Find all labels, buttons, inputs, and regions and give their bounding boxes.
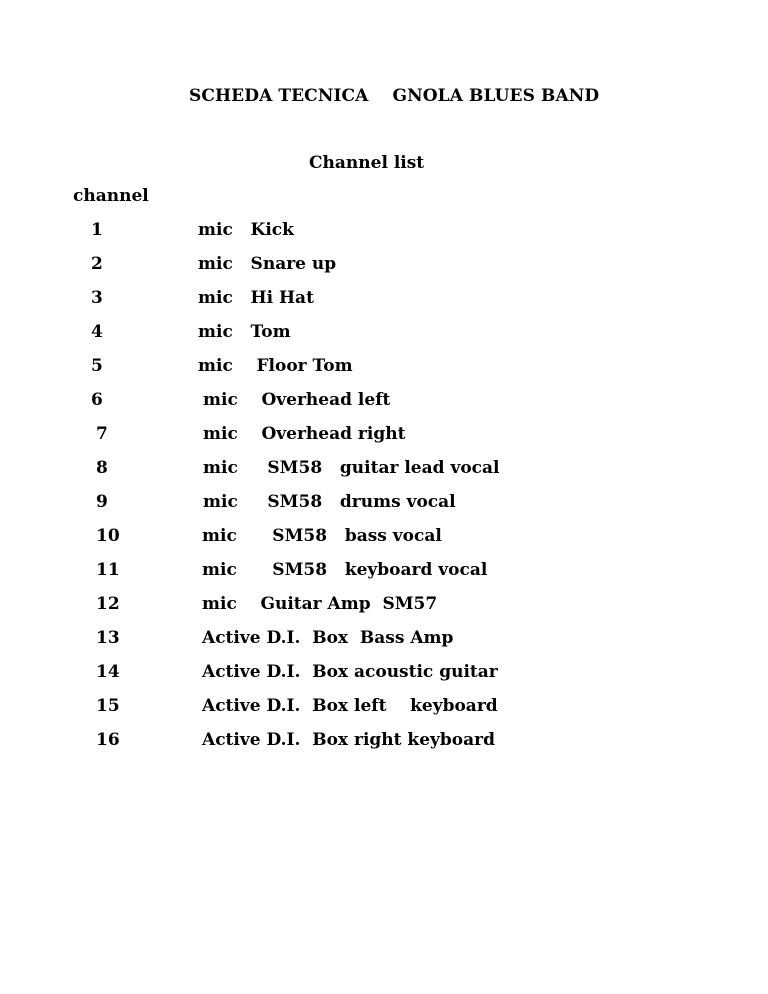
channel-description: mic Hi Hat	[198, 288, 314, 308]
channel-description: mic Overhead right	[203, 424, 406, 444]
channel-number: 11	[96, 560, 120, 580]
channel-description: Active D.I. Box right keyboard	[202, 730, 495, 750]
channel-number: 15	[96, 696, 120, 716]
channel-number: 2	[91, 254, 103, 274]
channel-row	[0, 696, 768, 730]
column-heading: channel	[73, 186, 149, 206]
channel-row	[0, 288, 768, 322]
channel-number: 14	[96, 662, 120, 682]
channel-row	[0, 560, 768, 594]
channel-number: 13	[96, 628, 120, 648]
channel-row	[0, 254, 768, 288]
channel-description: mic Guitar Amp SM57	[202, 594, 438, 614]
channel-number: 1	[91, 220, 103, 240]
channel-description: mic Overhead left	[203, 390, 391, 410]
channel-list	[0, 220, 768, 764]
channel-number: 6	[91, 390, 103, 410]
channel-description: Active D.I. Box acoustic guitar	[202, 662, 498, 682]
channel-row	[0, 492, 768, 526]
document-title: SCHEDA TECNICA GNOLA BLUES BAND	[189, 86, 600, 106]
channel-row	[0, 390, 768, 424]
channel-description: mic Tom	[198, 322, 291, 342]
channel-description: Active D.I. Box left keyboard	[202, 696, 498, 716]
channel-number: 5	[91, 356, 103, 376]
channel-description: Active D.I. Box Bass Amp	[202, 628, 454, 648]
section-title: Channel list	[309, 153, 425, 173]
channel-description: mic Kick	[198, 220, 294, 240]
channel-number: 9	[96, 492, 108, 512]
channel-row	[0, 356, 768, 390]
channel-row	[0, 526, 768, 560]
channel-description: mic SM58 keyboard vocal	[202, 560, 488, 580]
channel-number: 16	[96, 730, 120, 750]
channel-number: 12	[96, 594, 120, 614]
channel-description: mic SM58 bass vocal	[202, 526, 442, 546]
channel-row	[0, 322, 768, 356]
channel-number: 10	[96, 526, 120, 546]
channel-number: 3	[91, 288, 103, 308]
channel-row	[0, 220, 768, 254]
channel-row	[0, 730, 768, 764]
channel-description: mic SM58 drums vocal	[203, 492, 456, 512]
channel-description: mic SM58 guitar lead vocal	[203, 458, 500, 478]
channel-number: 7	[96, 424, 108, 444]
channel-description: mic Floor Tom	[198, 356, 353, 376]
channel-description: mic Snare up	[198, 254, 337, 274]
channel-row	[0, 662, 768, 696]
channel-number: 8	[96, 458, 108, 478]
channel-row	[0, 594, 768, 628]
channel-row	[0, 628, 768, 662]
channel-row	[0, 458, 768, 492]
channel-row	[0, 424, 768, 458]
channel-number: 4	[91, 322, 103, 342]
